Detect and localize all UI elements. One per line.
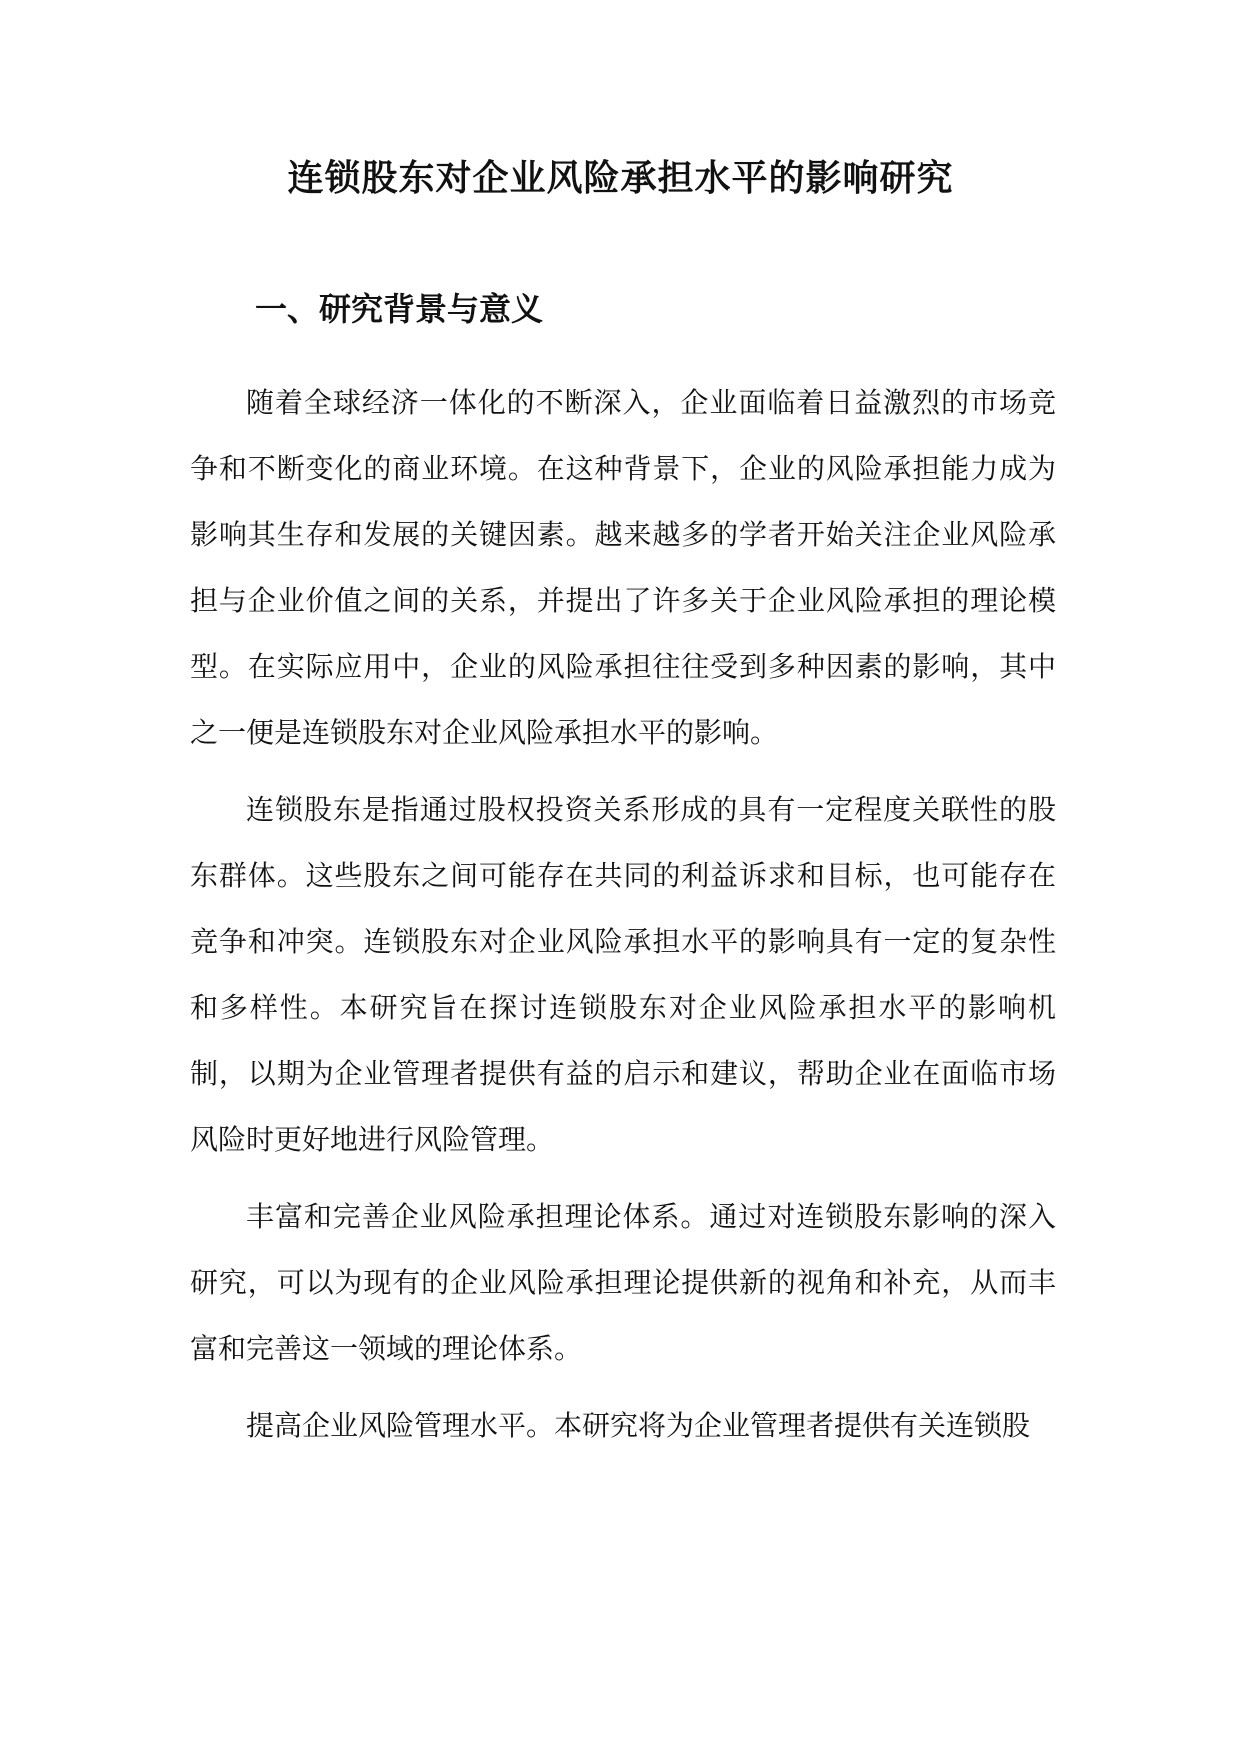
document-title: 连锁股东对企业风险承担水平的影响研究 (287, 157, 954, 199)
section-heading: 一、研究背景与意义 (255, 290, 544, 328)
paragraph-background: 随着全球经济一体化的不断深入，企业面临着日益激烈的市场竞争和不断变化的商业环境。在这种背景下，企业的风险承担能力成为影响其生存和发展的关键因素。越来越多的学者开始关注企业风险承担与企业价值之间的关系，并提出了许多关于企业风险承担的理论模型。在实际应用中，企业的风险承担往往受到多种因素的影响，其中之一便是连锁股东对企业风险承担水平的影响。 (190, 386, 1056, 749)
paragraph-practice-significance: 提高企业风险管理水平。本研究将为企业管理者提供有关连锁股 (246, 1409, 1031, 1442)
body-text (190, 370, 1056, 1470)
paragraph-interlocking-shareholders: 连锁股东是指通过股权投资关系形成的具有一定程度关联性的股东群体。这些股东之间可能存在共同的利益诉求和目标，也可能存在竞争和冲突。连锁股东对企业风险承担水平的影响具有一定的复杂性和多样性。本研究旨在探讨连锁股东对企业风险承担水平的影响机制，以期为企业管理者提供有益的启示和建议，帮助企业在面临市场风险时更好地进行风险管理。 (190, 793, 1056, 1156)
paragraph-theory-significance: 丰富和完善企业风险承担理论体系。通过对连锁股东影响的深入研究，可以为现有的企业风险承担理论提供新的视角和补充，从而丰富和完善这一领域的理论体系。 (190, 1200, 1056, 1365)
